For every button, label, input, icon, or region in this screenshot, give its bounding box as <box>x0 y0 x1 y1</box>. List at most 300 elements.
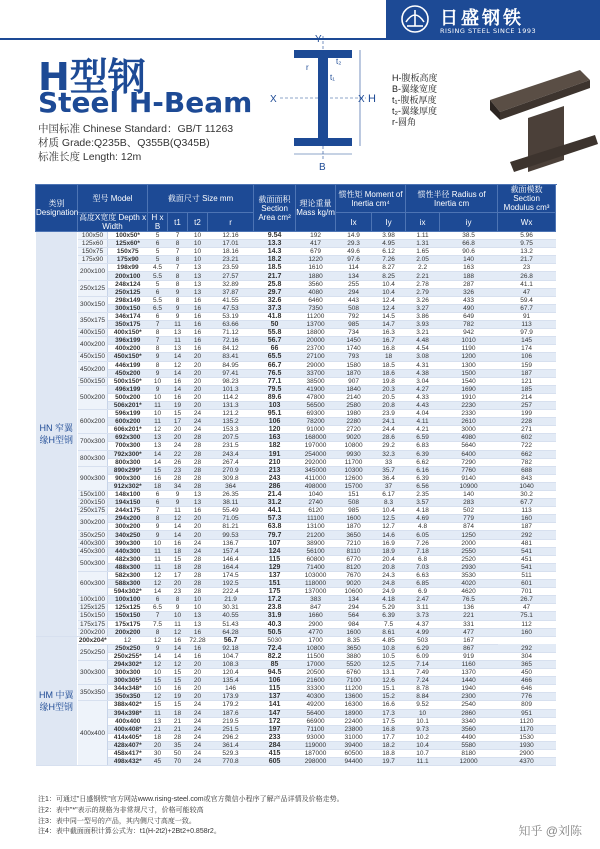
mass-cell: 23.8 <box>254 604 296 612</box>
mass-cell: 137 <box>254 693 296 701</box>
table-row <box>36 547 556 555</box>
rx-cell: 10.4 <box>372 288 406 296</box>
area-cell: 192.5 <box>208 580 254 588</box>
wx-cell: 490 <box>440 304 498 312</box>
wx-cell: 1190 <box>440 345 498 353</box>
ry-cell: 4.8 <box>406 523 440 531</box>
mass-cell: 115 <box>254 555 296 563</box>
mass-cell: 77.1 <box>254 377 296 385</box>
rx-cell: 18 <box>372 353 406 361</box>
wx-cell: 502 <box>440 507 498 515</box>
area-cell: 135.4 <box>208 677 254 685</box>
wx-cell: 942 <box>440 329 498 337</box>
wy-cell: 13.2 <box>498 248 556 256</box>
iy-cell: 60500 <box>336 750 372 758</box>
wy-cell: 466 <box>498 677 556 685</box>
wx-cell: 2230 <box>440 401 498 409</box>
wy-cell: 782 <box>498 458 556 466</box>
r-cell: 10 <box>188 232 208 240</box>
mass-cell: 57.3 <box>254 515 296 523</box>
t2-cell: 23 <box>168 588 188 596</box>
ry-cell: 6.05 <box>406 531 440 539</box>
t1-cell: 11 <box>148 418 168 426</box>
mass-cell: 31.9 <box>254 612 296 620</box>
t1-cell: 10 <box>148 410 168 418</box>
rx-cell: 10.4 <box>372 507 406 515</box>
r-cell: 16 <box>188 652 208 660</box>
r-cell: 20 <box>188 377 208 385</box>
wy-cell: 187 <box>498 523 556 531</box>
t1-cell: 6 <box>148 596 168 604</box>
ry-cell: 10 <box>406 709 440 717</box>
col-header-model: 型号 Model <box>78 185 148 213</box>
t1-cell: 9 <box>148 385 168 393</box>
t1-cell: 8 <box>148 628 168 636</box>
table-row <box>36 426 556 434</box>
area-cell: 72.16 <box>208 337 254 345</box>
ix-cell: 13700 <box>296 321 336 329</box>
wx-cell: 140 <box>440 491 498 499</box>
rx-cell: 20.3 <box>372 385 406 393</box>
ry-cell: 2.78 <box>406 280 440 288</box>
depth-width-cell: 250x175 <box>78 507 108 515</box>
mass-cell: 605 <box>254 758 296 766</box>
model-cell: 400x200 <box>108 345 148 353</box>
wx-cell: 874 <box>440 523 498 531</box>
t1-cell: 12 <box>148 580 168 588</box>
iy-cell: 255 <box>336 280 372 288</box>
depth-width-cell: 600x200 <box>78 410 108 434</box>
r-cell: 13 <box>188 612 208 620</box>
legend-item: H-腹板高度 <box>392 73 438 83</box>
table-row <box>36 458 556 466</box>
depth-width-cell: 150x75 <box>78 248 108 256</box>
table-row <box>36 685 556 693</box>
wy-cell: 113 <box>498 321 556 329</box>
t1-cell: 5 <box>148 232 168 240</box>
mass-cell: 286 <box>254 482 296 490</box>
table-row <box>36 321 556 329</box>
model-cell: 496x199 <box>108 385 148 393</box>
ry-cell: 6.39 <box>406 474 440 482</box>
area-cell: 21.9 <box>208 596 254 604</box>
wy-cell: 843 <box>498 474 556 482</box>
depth-width-cell: 450x200 <box>78 361 108 377</box>
wx-cell: 2540 <box>440 701 498 709</box>
model-cell: 294x302* <box>108 660 148 668</box>
ry-cell: 4.54 <box>406 345 440 353</box>
t2-cell: 20 <box>168 434 188 442</box>
wy-cell: 174 <box>498 345 556 353</box>
depth-width-cell: 100x50 <box>78 232 108 240</box>
r-cell: 13 <box>188 280 208 288</box>
ix-cell: 2900 <box>296 620 336 628</box>
ix-cell: 298000 <box>296 758 336 766</box>
area-cell: 135.2 <box>208 418 254 426</box>
table-row <box>36 410 556 418</box>
area-cell: 174.5 <box>208 571 254 579</box>
wx-cell: 477 <box>440 628 498 636</box>
rx-cell: 14.6 <box>372 531 406 539</box>
wx-cell: 2330 <box>440 410 498 418</box>
iy-cell: 151 <box>336 491 372 499</box>
iy-cell: 49.6 <box>336 248 372 256</box>
area-cell: 146 <box>208 685 254 693</box>
table-row <box>36 248 556 256</box>
rx-cell: 19.8 <box>372 377 406 385</box>
t1-cell: 5 <box>148 248 168 256</box>
ix-cell: 56100 <box>296 547 336 555</box>
wx-cell: 1910 <box>440 393 498 401</box>
wx-cell: 163 <box>440 264 498 272</box>
ix-cell: 23700 <box>296 345 336 353</box>
iy-cell: 1870 <box>336 523 372 531</box>
model-cell: 596x199 <box>108 410 148 418</box>
model-cell: 446x199 <box>108 361 148 369</box>
ix-cell: 56500 <box>296 401 336 409</box>
t1-cell: 9 <box>148 644 168 652</box>
t1-cell: 13 <box>148 717 168 725</box>
mass-cell: 25.8 <box>254 280 296 288</box>
t2-cell: 14 <box>168 652 188 660</box>
ry-cell: 9.52 <box>406 701 440 709</box>
wy-cell: 121 <box>498 377 556 385</box>
t2-cell: 50 <box>168 750 188 758</box>
wy-cell: 1170 <box>498 725 556 733</box>
r-cell: 24 <box>188 426 208 434</box>
mass-cell: 210 <box>254 458 296 466</box>
wx-cell: 433 <box>440 296 498 304</box>
r-cell: 10 <box>188 604 208 612</box>
r-cell: 13 <box>188 491 208 499</box>
wy-cell: 271 <box>498 426 556 434</box>
table-row <box>36 240 556 248</box>
depth-width-cell: 300x150 <box>78 296 108 312</box>
wx-cell: 1200 <box>440 353 498 361</box>
mass-cell: 32.6 <box>254 296 296 304</box>
wy-cell: 701 <box>498 588 556 596</box>
area-cell: 92.18 <box>208 644 254 652</box>
rx-cell: 4.95 <box>372 240 406 248</box>
ix-cell: 71400 <box>296 563 336 571</box>
t1-cell: 9 <box>148 369 168 377</box>
table-row <box>36 701 556 709</box>
ix-cell: 40300 <box>296 693 336 701</box>
iy-cell: 6760 <box>336 669 372 677</box>
table-row <box>36 741 556 749</box>
iy-cell: 11700 <box>336 458 372 466</box>
ry-cell: 1.31 <box>406 240 440 248</box>
table-row <box>36 539 556 547</box>
wx-cell: 1440 <box>440 677 498 685</box>
area-cell: 267.4 <box>208 458 254 466</box>
wx-cell: 1370 <box>440 669 498 677</box>
mass-cell: 50.5 <box>254 628 296 636</box>
depth-width-cell: 400x300 <box>78 539 108 547</box>
model-cell: 248x124 <box>108 280 148 288</box>
depth-width-cell: 125x60 <box>78 240 108 248</box>
ix-cell: 192 <box>296 232 336 240</box>
table-row <box>36 296 556 304</box>
wy-cell: 602 <box>498 434 556 442</box>
ix-cell: 197000 <box>296 442 336 450</box>
r-cell: 20 <box>188 385 208 393</box>
col-header-t2: t2 <box>188 213 208 232</box>
iy-cell: 10300 <box>336 466 372 474</box>
area-cell: 270.9 <box>208 466 254 474</box>
t2-cell: 18 <box>168 547 188 555</box>
r-cell: 28 <box>188 588 208 596</box>
rx-cell: 5.29 <box>372 604 406 612</box>
depth-width-cell: 175x90 <box>78 256 108 264</box>
wx-cell: 8180 <box>440 750 498 758</box>
table-row <box>36 442 556 450</box>
ry-cell: 7.18 <box>406 547 440 555</box>
wx-cell: 7290 <box>440 458 498 466</box>
ix-cell: 292000 <box>296 458 336 466</box>
iy-cell: 29.3 <box>336 240 372 248</box>
table-row <box>36 418 556 426</box>
diagram-t2-label: t₂ <box>336 57 342 66</box>
t1-cell: 10 <box>148 669 168 677</box>
area-cell: 164.4 <box>208 563 254 571</box>
col-header-roi: 惯性半径 Radius of Inertia cm <box>406 185 498 213</box>
r-cell: 20 <box>188 401 208 409</box>
mass-cell: 141 <box>254 701 296 709</box>
t2-cell: 35 <box>168 741 188 749</box>
table-row <box>36 329 556 337</box>
model-cell: 388x402* <box>108 701 148 709</box>
model-cell: 198x99 <box>108 264 148 272</box>
r-cell: 20 <box>188 685 208 693</box>
iy-cell: 9020 <box>336 580 372 588</box>
wy-cell: 809 <box>498 701 556 709</box>
mass-cell: 163 <box>254 434 296 442</box>
wy-cell: 228 <box>498 418 556 426</box>
t1-cell: 7 <box>148 337 168 345</box>
iy-cell: 134 <box>336 596 372 604</box>
t2-cell: 26 <box>168 458 188 466</box>
h-beam-photo <box>470 40 600 180</box>
wx-cell: 4620 <box>440 588 498 596</box>
area-cell: 173.9 <box>208 693 254 701</box>
ry-cell: 2.47 <box>406 596 440 604</box>
t2-cell: 21 <box>168 717 188 725</box>
t1-cell: 7 <box>148 507 168 515</box>
mass-cell: 120 <box>254 426 296 434</box>
t2-cell: 28 <box>168 474 188 482</box>
wx-cell: 287 <box>440 280 498 288</box>
t2-cell: 16 <box>168 539 188 547</box>
t1-cell: 11 <box>148 401 168 409</box>
depth-width-cell: 500x200 <box>78 385 108 409</box>
mass-cell: 14.3 <box>254 248 296 256</box>
mass-cell: 79.5 <box>254 385 296 393</box>
table-row <box>36 612 556 620</box>
r-cell: 28 <box>188 434 208 442</box>
rx-cell: 18.6 <box>372 369 406 377</box>
wy-cell: 214 <box>498 393 556 401</box>
t2-cell: 14 <box>168 369 188 377</box>
iy-cell: 7210 <box>336 539 372 547</box>
t1-cell: 8 <box>148 345 168 353</box>
wy-cell: 26.8 <box>498 272 556 280</box>
iy-cell: 2280 <box>336 418 372 426</box>
wy-cell: 292 <box>498 531 556 539</box>
mass-cell: 76.5 <box>254 369 296 377</box>
mass-cell: 151 <box>254 580 296 588</box>
rx-cell: 14.7 <box>372 321 406 329</box>
t2-cell: 18 <box>168 709 188 717</box>
area-cell: 26.35 <box>208 491 254 499</box>
r-cell: 28 <box>188 571 208 579</box>
category-cell: HM 中翼缘H型钢 <box>36 636 78 766</box>
wy-cell: 112 <box>498 620 556 628</box>
t1-cell: 8 <box>148 515 168 523</box>
model-cell: 244x175 <box>108 507 148 515</box>
t1-cell: 10 <box>148 685 168 693</box>
model-cell: 450x200 <box>108 369 148 377</box>
rx-cell: 13.1 <box>372 669 406 677</box>
mass-cell: 95.1 <box>254 410 296 418</box>
iy-cell: 508 <box>336 304 372 312</box>
diagram-x-left-label: X <box>270 94 277 105</box>
wx-cell: 1540 <box>440 377 498 385</box>
model-cell: 250x250 <box>108 644 148 652</box>
wx-cell: 2610 <box>440 418 498 426</box>
r-cell: 28 <box>188 474 208 482</box>
depth-width-cell: 450x150 <box>78 353 108 361</box>
wy-cell: 601 <box>498 580 556 588</box>
wy-cell: 257 <box>498 401 556 409</box>
wy-cell: 23 <box>498 264 556 272</box>
iy-cell: 564 <box>336 612 372 620</box>
col-header-ix: Ix <box>336 213 372 232</box>
iy-cell: 94400 <box>336 758 372 766</box>
table-row <box>36 345 556 353</box>
area-cell: 157.4 <box>208 547 254 555</box>
wy-cell: 1930 <box>498 741 556 749</box>
rx-cell: 16.6 <box>372 701 406 709</box>
wx-cell: 7760 <box>440 466 498 474</box>
wy-cell: 67.7 <box>498 304 556 312</box>
rx-cell: 6.39 <box>372 612 406 620</box>
t2-cell: 12 <box>168 628 188 636</box>
ix-cell: 1220 <box>296 256 336 264</box>
col-header-area: 截面面积 Section Area cm² <box>254 185 296 232</box>
table-row <box>36 232 556 240</box>
depth-width-cell: 100x100 <box>78 596 108 604</box>
ry-cell: 3.27 <box>406 304 440 312</box>
t2-cell: 19 <box>168 693 188 701</box>
ix-cell: 1040 <box>296 491 336 499</box>
wy-cell: 145 <box>498 337 556 345</box>
ry-cell: 10.7 <box>406 750 440 758</box>
t2-cell: 7 <box>168 232 188 240</box>
table-row <box>36 709 556 717</box>
t1-cell: 9 <box>148 353 168 361</box>
model-cell: 300x305* <box>108 677 148 685</box>
rx-cell: 33 <box>372 458 406 466</box>
depth-width-cell: 400x400 <box>78 701 108 766</box>
ix-cell: 41900 <box>296 385 336 393</box>
table-row <box>36 393 556 401</box>
area-cell: 364 <box>208 482 254 490</box>
wx-cell: 4020 <box>440 580 498 588</box>
mass-cell: 94.5 <box>254 669 296 677</box>
ix-cell: 21200 <box>296 531 336 539</box>
mass-cell: 89.6 <box>254 393 296 401</box>
model-cell: 394x398* <box>108 709 148 717</box>
model-cell: 506x201* <box>108 401 148 409</box>
table-row <box>36 604 556 612</box>
iy-cell: 3650 <box>336 644 372 652</box>
ry-cell: 6.85 <box>406 580 440 588</box>
r-cell: 20 <box>188 369 208 377</box>
model-cell: 594x302* <box>108 588 148 596</box>
depth-width-cell: 300x300 <box>78 660 108 684</box>
r-cell: 20 <box>188 361 208 369</box>
ry-cell: 11.1 <box>406 758 440 766</box>
r-cell: 13 <box>188 620 208 628</box>
mass-cell: 106 <box>254 418 296 426</box>
model-cell: 400x400 <box>108 717 148 725</box>
model-cell: 400x408* <box>108 725 148 733</box>
rx-cell: 15.2 <box>372 693 406 701</box>
ix-cell: 71100 <box>296 725 336 733</box>
ry-cell: 6.83 <box>406 442 440 450</box>
ix-cell: 27100 <box>296 353 336 361</box>
t2-cell: 12 <box>168 361 188 369</box>
ix-cell: 1880 <box>296 272 336 280</box>
area-cell: 222.4 <box>208 588 254 596</box>
ry-cell: 4.37 <box>406 620 440 628</box>
t1-cell: 6.5 <box>148 604 168 612</box>
ry-cell: 4.11 <box>406 418 440 426</box>
rx-cell: 16.9 <box>372 539 406 547</box>
t2-cell: 16 <box>168 377 188 385</box>
r-cell: 20 <box>188 677 208 685</box>
mass-cell: 37.3 <box>254 304 296 312</box>
wx-cell: 221 <box>440 612 498 620</box>
depth-width-cell: 200x100 <box>78 264 108 280</box>
rx-cell: 15.1 <box>372 685 406 693</box>
r-cell: 24 <box>188 758 208 766</box>
t1-cell: 5.5 <box>148 296 168 304</box>
diagram-b-label: B <box>319 162 326 172</box>
ix-cell: 254000 <box>296 450 336 458</box>
ry-cell: 7.03 <box>406 563 440 571</box>
depth-width-cell: 350x250 <box>78 531 108 539</box>
ry-cell: 6.59 <box>406 434 440 442</box>
mass-cell: 172 <box>254 717 296 725</box>
r-cell: 10 <box>188 256 208 264</box>
wx-cell: 3340 <box>440 717 498 725</box>
r-cell: 20 <box>188 523 208 531</box>
footnote: 注3：表中同一型号的产品，其内侧尺寸高度一致。 <box>38 817 196 825</box>
area-cell: 136.7 <box>208 539 254 547</box>
col-header-hxb: H x B <box>148 213 168 232</box>
wy-cell: 47 <box>498 604 556 612</box>
r-cell: 20 <box>188 693 208 701</box>
iy-cell: 10600 <box>336 588 372 596</box>
footnote: 注1：可通过"日盛钢铁"官方网站www.rising-steel.com或官方微信小程序了解产品详情及价格走势。 <box>38 796 344 803</box>
wx-cell: 331 <box>440 620 498 628</box>
t2-cell: 12 <box>148 636 168 644</box>
table-row <box>36 304 556 312</box>
iy-cell: 14.9 <box>336 232 372 240</box>
t2-cell: 9 <box>168 604 188 612</box>
